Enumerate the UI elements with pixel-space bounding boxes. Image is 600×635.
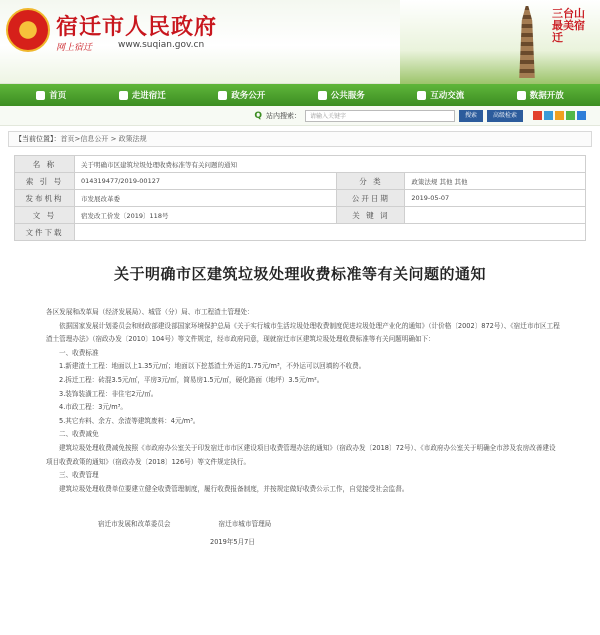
nav-label: 首页 <box>49 91 67 101</box>
search-icon: Q <box>254 110 262 121</box>
document-paragraph: 4.市政工程：3元/m³。 <box>59 403 127 412</box>
nav-label: 数据开放 <box>529 91 564 101</box>
meta-label: 关 键 词 <box>337 207 405 224</box>
share-icons <box>533 111 586 120</box>
meta-download-value[interactable] <box>75 224 586 241</box>
nav-label: 公共服务 <box>330 91 365 101</box>
document-paragraph: 依据国家发展计划委员会和财政部建设部国家环境保护总局《关于实行城市生活垃圾处理收费制度促进垃圾处理产业化的通知》（计价格〔2002〕872号）、《宿迁市市区工程渣土管理办法》（宿政办发〔2010〕104号）等文件规定，经市政府同意，现就宿迁市区建筑垃圾处理收费标准等有关问题明确如下： <box>46 321 560 344</box>
meta-label: 公开日期 <box>337 190 405 207</box>
nav-item-gov-info[interactable] <box>218 89 265 101</box>
document-body <box>46 306 562 496</box>
site-slogan: 网上宿迁 <box>56 43 93 53</box>
document-paragraph: 3.装饰装潢工程：非住宅2元/㎡。 <box>59 389 158 398</box>
meta-label: 发布机构 <box>15 190 75 207</box>
document-meta-table <box>14 155 586 241</box>
breadcrumb-path[interactable]: 首页>信息公开 > 政策法规 <box>60 135 147 143</box>
advanced-search-button[interactable]: 高级检索 <box>487 110 523 122</box>
renren-icon[interactable] <box>577 111 586 120</box>
document-paragraph: 各区发展和改革局（经济发展局）、城管（分）局、市工程渣土管理处： <box>46 308 254 316</box>
meta-category-value: 政策法规 其他 其他 <box>405 173 586 190</box>
document-paragraph: 5.其它弃料、余方、余渣等建筑废料：4元/m³。 <box>59 416 200 425</box>
site-header <box>0 0 600 84</box>
wechat-icon[interactable] <box>566 111 575 120</box>
main-nav <box>0 84 600 106</box>
breadcrumb <box>8 131 592 147</box>
meta-name-value: 关于明确市区建筑垃圾处理收费标准等有关问题的通知 <box>75 156 586 173</box>
meta-date-value: 2019-05-07 <box>405 190 586 207</box>
tencent-weibo-icon[interactable] <box>544 111 553 120</box>
document-paragraph: 一、收费标准 <box>59 348 99 357</box>
meta-label: 文件下载 <box>15 224 75 241</box>
meta-keyword-value <box>405 207 586 224</box>
meta-index-value: 014319477/2019-00127 <box>75 173 337 190</box>
qzone-icon[interactable] <box>555 111 564 120</box>
meta-label: 文 号 <box>15 207 75 224</box>
nav-item-about[interactable] <box>119 89 166 101</box>
header-calligraphy: 三台山 最美宿迁 <box>552 7 585 44</box>
meta-label: 名 称 <box>15 156 75 173</box>
data-icon <box>517 91 526 100</box>
document-paragraph: 二、收费减免 <box>59 430 99 439</box>
service-icon <box>318 91 327 100</box>
site-url: www.suqian.gov.cn <box>118 40 205 50</box>
book-icon <box>119 91 128 100</box>
document-paragraph: 三、收费管理 <box>59 471 99 480</box>
weibo-icon[interactable] <box>533 111 542 120</box>
meta-label: 分 类 <box>337 173 405 190</box>
nav-item-public-service[interactable] <box>318 89 365 101</box>
search-input[interactable]: 请输入关键字 <box>305 110 455 122</box>
meta-org-value: 市发展改革委 <box>75 190 337 207</box>
chat-icon <box>417 91 426 100</box>
search-label: 站内搜索： <box>265 111 301 120</box>
nav-label: 政务公开 <box>231 91 266 101</box>
signer-ndrc: 宿迁市发展和改革委员会 <box>98 520 171 529</box>
pagoda-icon <box>514 6 540 78</box>
breadcrumb-prefix: 【当前位置】： <box>15 135 61 143</box>
meta-docno-value: 宿发改工价发〔2019〕118号 <box>75 207 337 224</box>
nav-item-open-data[interactable] <box>517 89 564 101</box>
nav-item-interaction[interactable] <box>417 89 464 101</box>
header-scenery-image <box>400 0 600 84</box>
document-paragraph: 1.新建渣土工程：地面以上1.35元/㎡；地面以下挖基渣土外运的1.75元/m³，不外运可以回填的不收费。 <box>59 362 366 371</box>
document-signatures <box>98 518 600 528</box>
meta-label: 索 引 号 <box>15 173 75 190</box>
nav-item-home[interactable] <box>36 89 66 101</box>
search-bar <box>0 106 600 126</box>
site-title[interactable]: 宿迁市人民政府 <box>56 14 218 40</box>
nav-label: 互动交流 <box>430 91 465 101</box>
document-title: 关于明确市区建筑垃圾处理收费标准等有关问题的通知 <box>113 265 486 283</box>
nav-label: 走进宿迁 <box>131 91 166 101</box>
document-paragraph: 建筑垃圾处理收费减免按照《市政府办公室关于印发宿迁市市区建设项目收费管理办法的通知》（宿政办发〔2018〕72号）、《市政府办公室关于明确全市涉及农房改善建设项目收费政策的通知》（宿政办发〔2018〕126号）等文件规定执行。 <box>46 443 556 466</box>
document-paragraph: 2.拆迁工程：砖混3.5元/㎡，平房3元/㎡，简易房1.5元/㎡，硬化路面（地坪）3.5元/m²。 <box>59 375 324 384</box>
grid-icon <box>218 91 227 100</box>
sign-date: 2019年5月7日 <box>210 538 255 547</box>
document-paragraph: 建筑垃圾处理收费单位要建立健全收费管理制度，履行收费报备制度，并按规定做好收费公示工作，自觉接受社会监督。 <box>59 484 409 493</box>
national-emblem-icon[interactable] <box>6 8 50 52</box>
home-icon <box>36 91 45 100</box>
search-button[interactable]: 搜索 <box>459 110 483 122</box>
signer-city-management: 宿迁市城市管理局 <box>218 520 272 529</box>
